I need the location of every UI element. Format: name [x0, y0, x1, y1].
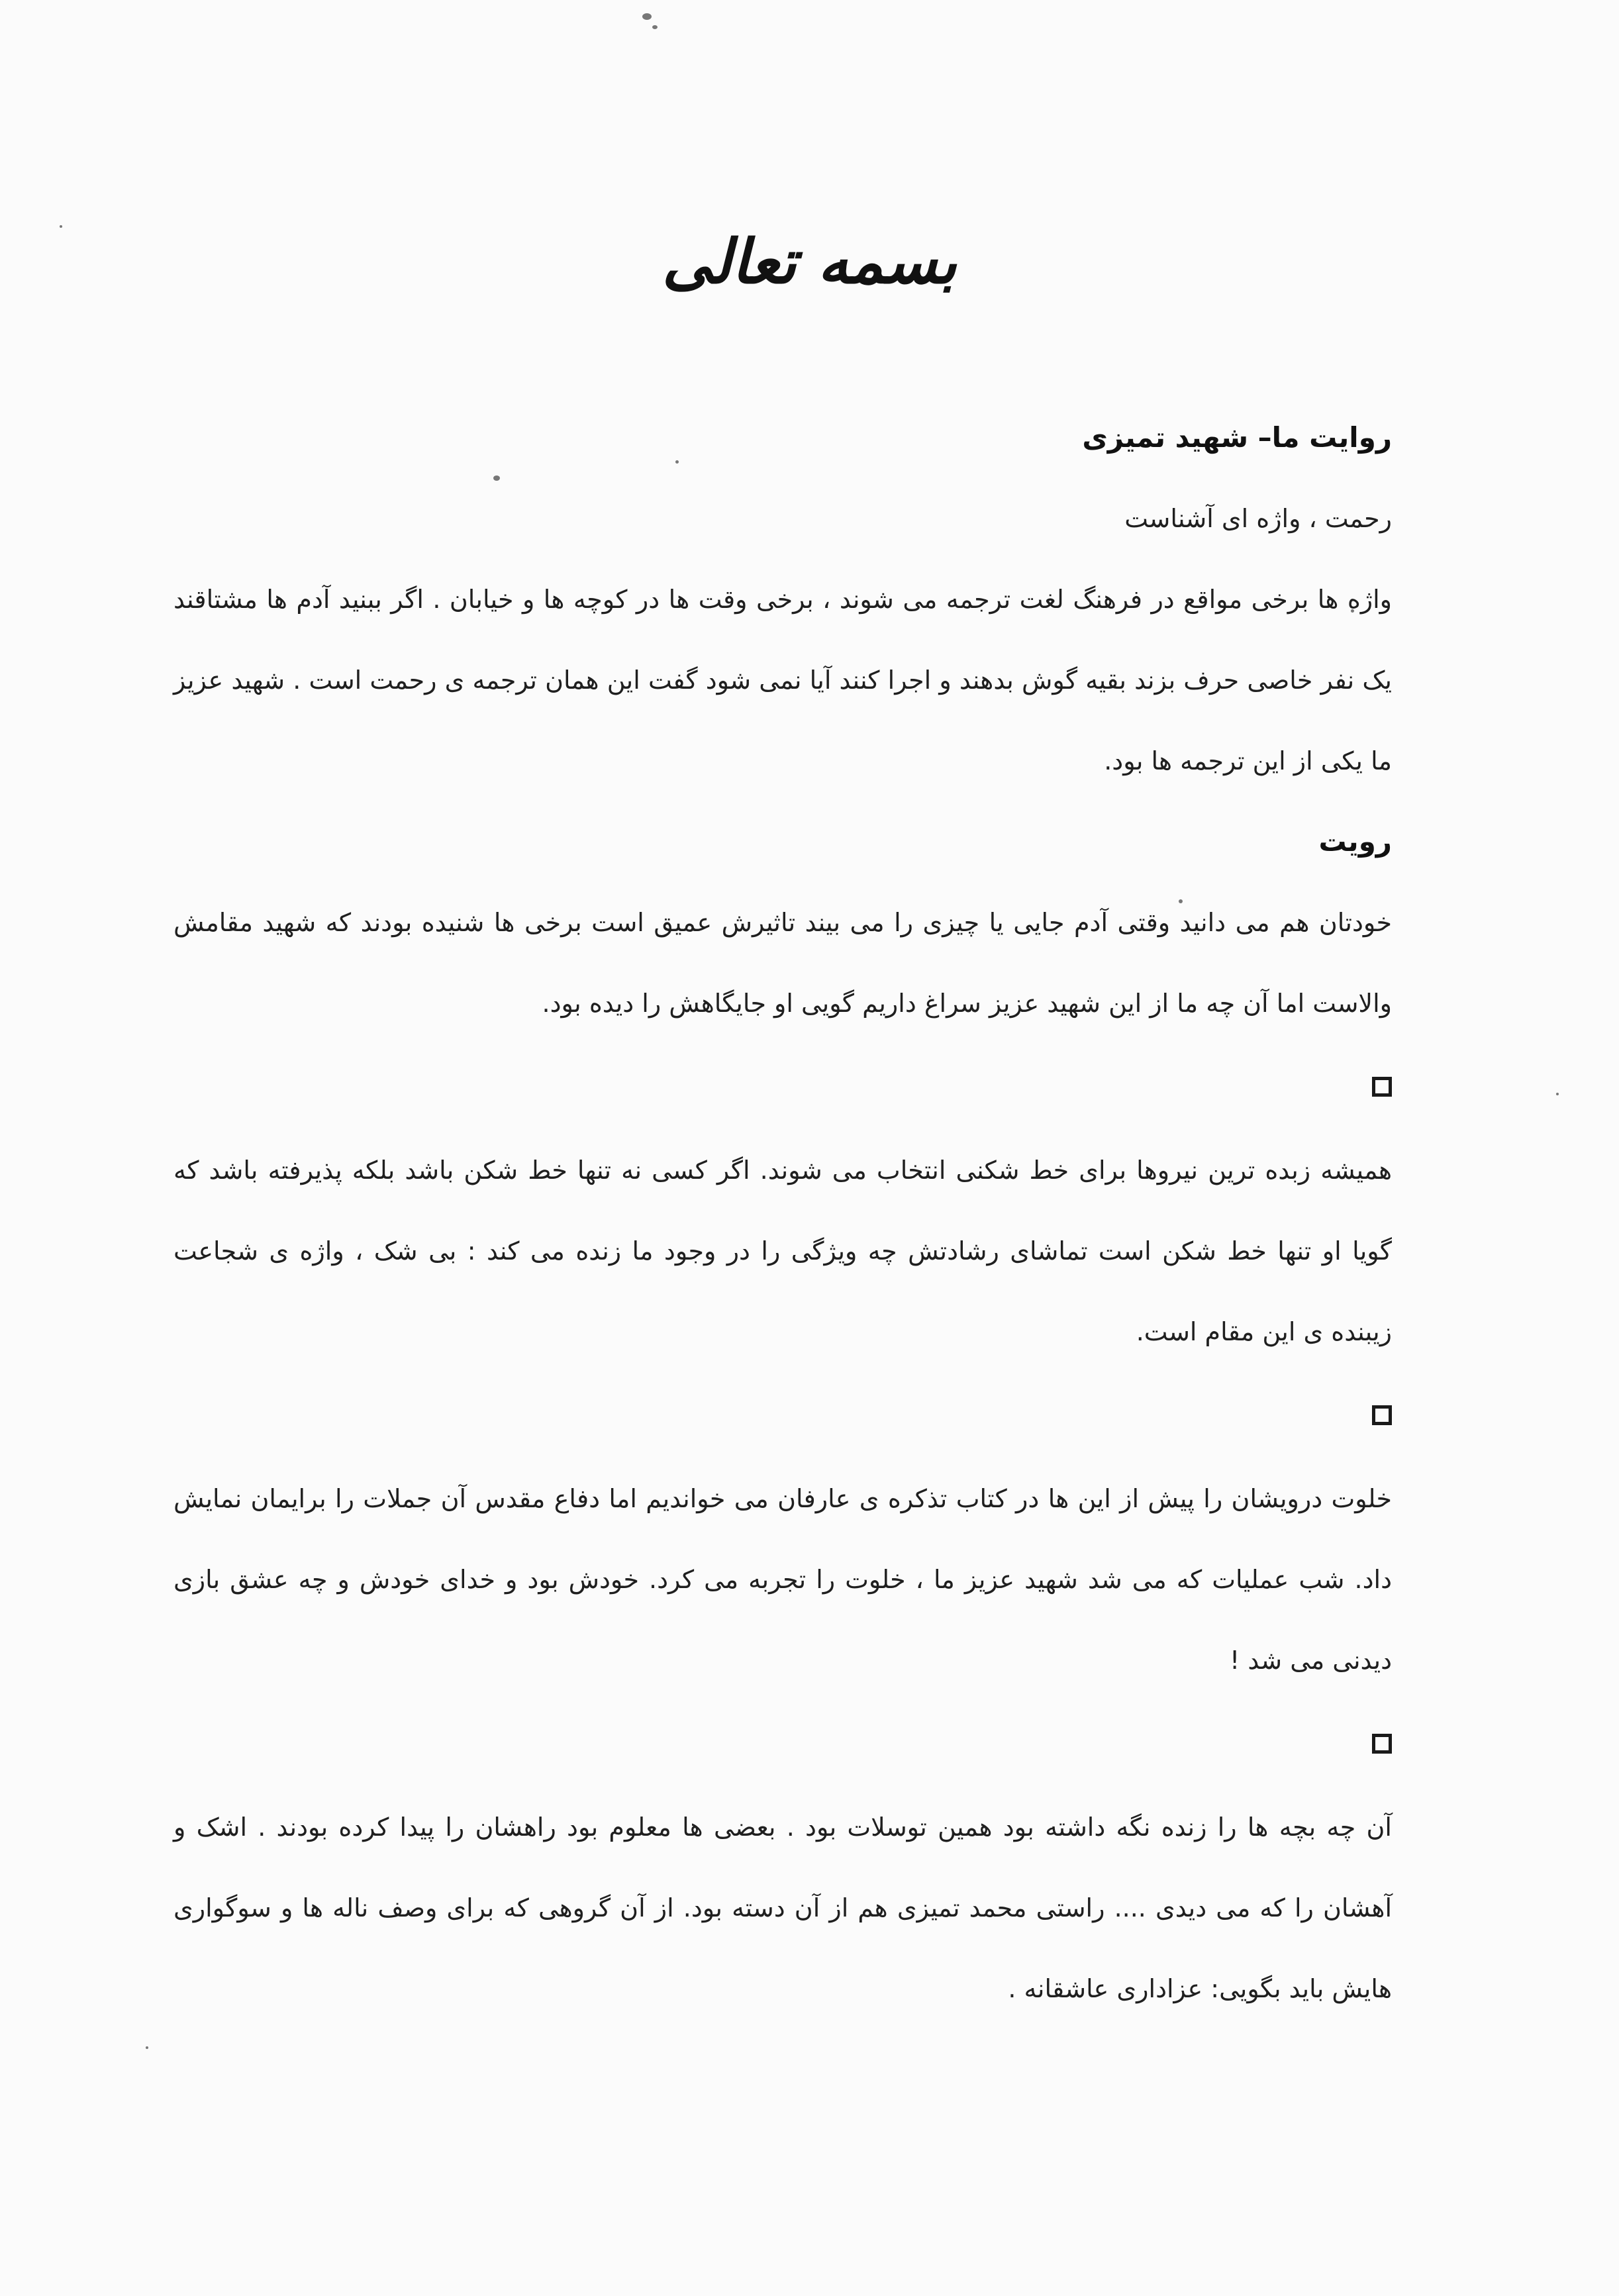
item-marker-row	[173, 1044, 1392, 1130]
section-heading: روایت ما– شهید تمیزی	[1082, 421, 1392, 454]
item-paragraph: خلوت درویشان را پیش از این ها در کتاب تذکره ی عارفان می خواندیم اما دفاع مقدس آن جملات را برایمان نمایش داد. شب عملیات که می شد شهید عزیز ما ، خلوت را تجربه می کرد. خودش بود و خدای خودش و چه عشق بازی دیدنی می شد !	[173, 1484, 1392, 1675]
section-intro: رحمت ، واژه ای آشناست	[1124, 504, 1392, 533]
item-marker-row	[173, 1372, 1392, 1458]
square-bullet-icon	[1372, 1077, 1392, 1097]
item-paragraph: آن چه بچه ها را زنده نگه داشته بود همین توسلات بود . بعضی ها معلوم بود راهشان را پیدا کرده بودند . اشک و آهشان را که می دیدی .... راستی محمد تمیزی هم از آن دسته بود. از آن گروهی که برای وصف ناله ها و سوگواری هایش باید بگویی: عزاداری عاشقانه .	[173, 1813, 1392, 2003]
section-paragraph: خودتان هم می دانید وقتی آدم جایی یا چیزی را می بیند تاثیرش عمیق است برخی ها شنیده بودند که شهید مقامش والاست اما آن چه ما از این شهید عزیز سراغ داریم گویی او جایگاهش را دیده بود.	[173, 908, 1392, 1018]
section-paragraph: واژه ها برخی مواقع در فرهنگ لغت ترجمه می شوند ، برخی وقت ها در کوچه ها و خیابان . اگر ببنید آدم ها مشتاقند یک نفر خاصی حرف بزند بقیه گوش بدهند و اجرا کنند آیا نمی شود گفت این همان ترجمه ی رحمت است . شهید عزیز ما یکی از این ترجمه ها بود.	[173, 585, 1392, 775]
scan-speck	[652, 25, 658, 29]
scan-speck	[1556, 1093, 1559, 1095]
document-body	[173, 397, 1392, 2029]
item-paragraph: همیشه زبده ترین نیروها برای خط شکنی انتخاب می شوند. اگر کسی نه تنها خط شکن باشد بلکه پذیرفته باشد که گویا او تنها خط شکن است تماشای رشادتش چه ویژگی را در وجود ما زنده می کند : بی شک ، واژه ی شجاعت زیبنده ی این مقام است.	[173, 1156, 1392, 1346]
scan-speck	[146, 2046, 148, 2049]
scan-speck	[642, 13, 652, 20]
page-title: بسمه تعالی	[662, 226, 957, 297]
section-heading: رویت	[1318, 825, 1392, 858]
square-bullet-icon	[1372, 1734, 1392, 1754]
item-marker-row	[173, 1701, 1392, 1787]
square-bullet-icon	[1372, 1405, 1392, 1425]
